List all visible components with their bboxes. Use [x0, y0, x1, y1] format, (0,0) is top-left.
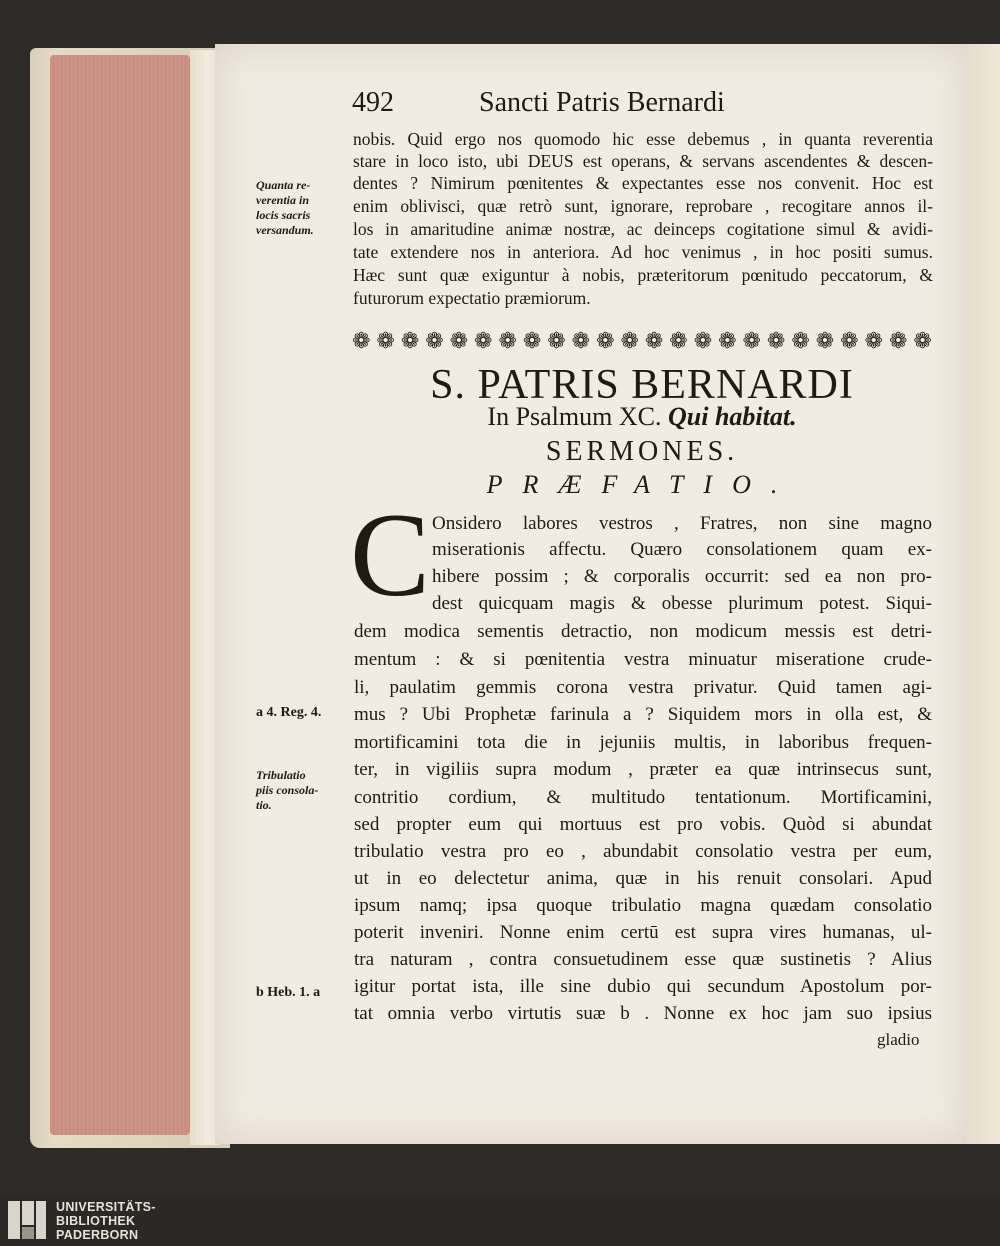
subtitle-psalm: In Psalmum XC. [487, 402, 662, 431]
body-line: contritio cordium, & multitudo tentationum. Mortificamini, [354, 787, 932, 808]
margin-note-line: Quanta re- [256, 178, 311, 192]
text-line: nobis. Quid ergo nos quomodo hic esse debemus , in quanta reverentia [353, 129, 933, 149]
body-line: miserationis affectu. Quæro consolationem quam ex- [432, 539, 932, 560]
sermon-title: S. PATRIS BERNARDI [430, 362, 854, 408]
drop-capital: C [350, 488, 431, 621]
margin-note-heb: b Heb. 1. a [256, 985, 321, 1000]
ornament-glyph: ❁ [620, 328, 639, 353]
ornament-glyph: ❁ [840, 328, 859, 353]
body-line: ipsum namq; ipsa quoque tribulatio magna quædam consolatio [354, 895, 932, 916]
text-line: los in amaritudine animæ nostræ, ac deinceps cogitatione simul & avidi- [353, 219, 933, 239]
body-line: tra naturam , contra consuetudinem esse quæ sustinetis ? Alius [354, 949, 932, 970]
library-name-line: PADERBORN [56, 1228, 139, 1242]
ornament-glyph: ❁ [766, 328, 786, 353]
body-line: hibere possim ; & corporalis occurrit: sed ea non pro- [432, 566, 932, 587]
body-line: dest quicquam magis & obesse plurimum potest. Siqui- [432, 593, 932, 614]
body-line: li, paulatim gemmis corona vestra privatur. Quid tamen agi- [354, 677, 932, 698]
ornament-glyph: ❁ [888, 328, 908, 353]
running-head [352, 88, 725, 118]
praefatio-heading: PRÆFATIO. [486, 470, 798, 499]
ornament-glyph: ❁ [400, 328, 420, 353]
text-line: enim oblivisci, quæ retrò sunt, ignorare, reprobare , recogitare annos il- [353, 196, 933, 216]
ornament-glyph: ❁ [547, 328, 566, 353]
ornament-glyph: ❁ [352, 328, 371, 353]
ornament-glyph: ❁ [596, 328, 615, 353]
margin-note-reg: a 4. Reg. 4. [256, 705, 322, 720]
ornament-glyph: ❁ [498, 328, 517, 353]
running-title: Sancti Patris Bernardi [479, 87, 725, 118]
body-line: tribulatio vestra pro eo , abundabit consolatio vestra per eum, [354, 841, 932, 862]
catchword: gladio [877, 1030, 920, 1049]
body-line: igitur portat ista, ille sine dubio qui secundum Apostolum por- [354, 976, 932, 997]
body-line: sed propter eum qui mortuus est pro vobis. Quòd si abundat [354, 814, 932, 835]
page-number: 492 [352, 87, 394, 118]
body-line: dem modica sementis detractio, non modicum messis est detri- [354, 621, 932, 642]
ornament-glyph: ❁ [669, 328, 688, 353]
ornament-glyph: ❁ [376, 328, 395, 353]
margin-note-line: locis sacris [256, 208, 311, 222]
text-line: stare in loco isto, ubi DEUS est operans, & servans ascendentes & descen- [353, 151, 933, 171]
ornament-glyph: ❁ [742, 328, 761, 353]
margin-note-tribulatio [256, 768, 338, 813]
ornament-glyph: ❁ [571, 328, 591, 353]
facing-page-edge [964, 44, 1000, 1144]
body-line: Onsidero labores vestros , Fratres, non sine magno [432, 513, 932, 534]
text-line: tate extendere nos in anteriora. Ad hoc venimus , in hoc positi sumus. [353, 242, 933, 262]
ornament-glyph: ❁ [815, 328, 835, 353]
body-line: mortificamini tota die in jejuniis multis, in laboribus frequen- [354, 732, 932, 753]
ornament-glyph: ❁ [449, 328, 469, 353]
margin-note-line: verentia in [256, 193, 309, 207]
ornament-glyph: ❁ [791, 328, 810, 353]
ornament-glyph: ❁ [425, 328, 444, 353]
body-line: mus ? Ubi Prophetæ farinula a ? Siquidem mors in olla est, & [354, 704, 932, 725]
ornament-glyph: ❁ [693, 328, 713, 353]
library-name-line: BIBLIOTHEK [56, 1214, 136, 1228]
ornament-glyph: ❁ [864, 328, 883, 353]
body-line: ut in eo delectetur anima, quæ in his renuit consolari. Apud [354, 868, 932, 889]
margin-note-line: piis consola- [256, 783, 319, 797]
margin-note-line: Tribulatio [256, 768, 306, 782]
page-edges-block [50, 55, 190, 1135]
text-line: Hæc sunt quæ exiguntur à nobis, præteritorum pœnitudo peccatorum, & [353, 265, 933, 285]
ornament-glyph: ❁ [913, 328, 932, 353]
sermon-subtitle [352, 402, 932, 432]
library-name-line: UNIVERSITÄTS- [56, 1200, 156, 1214]
subtitle-incipit: Qui habitat. [667, 402, 797, 431]
margin-note-reverentia [256, 178, 338, 238]
text-line: futurorum expectatio præmiorum. [353, 288, 591, 308]
ornament-glyph: ❁ [474, 328, 493, 353]
sermones-heading: SERMONES. [545, 436, 739, 467]
ornament-rule [352, 326, 932, 356]
body-line: poterit inveniri. Nonne enim certū est supra vires humanas, ul- [354, 922, 932, 943]
body-line: tat omnia verbo virtutis suæ b . Nonne ex hoc jam suo ipsius [354, 1003, 932, 1024]
ornament-glyph: ❁ [522, 328, 542, 353]
ornament-glyph: ❁ [718, 328, 737, 353]
body-line: mentum : & si pœnitentia vestra minuatur miseratione crude- [354, 649, 932, 670]
library-logo-icon [6, 1199, 48, 1241]
text-line: dentes ? Nimirum pœnitentes & expectantes esse nos convenit. Hoc est [353, 173, 933, 193]
ornament-glyph: ❁ [644, 328, 664, 353]
margin-note-line: versandum. [256, 223, 314, 237]
margin-note-line: tio. [256, 798, 272, 812]
body-line: ter, in vigiliis supra modum , præter ea quæ intrinsecus sunt, [354, 759, 932, 780]
